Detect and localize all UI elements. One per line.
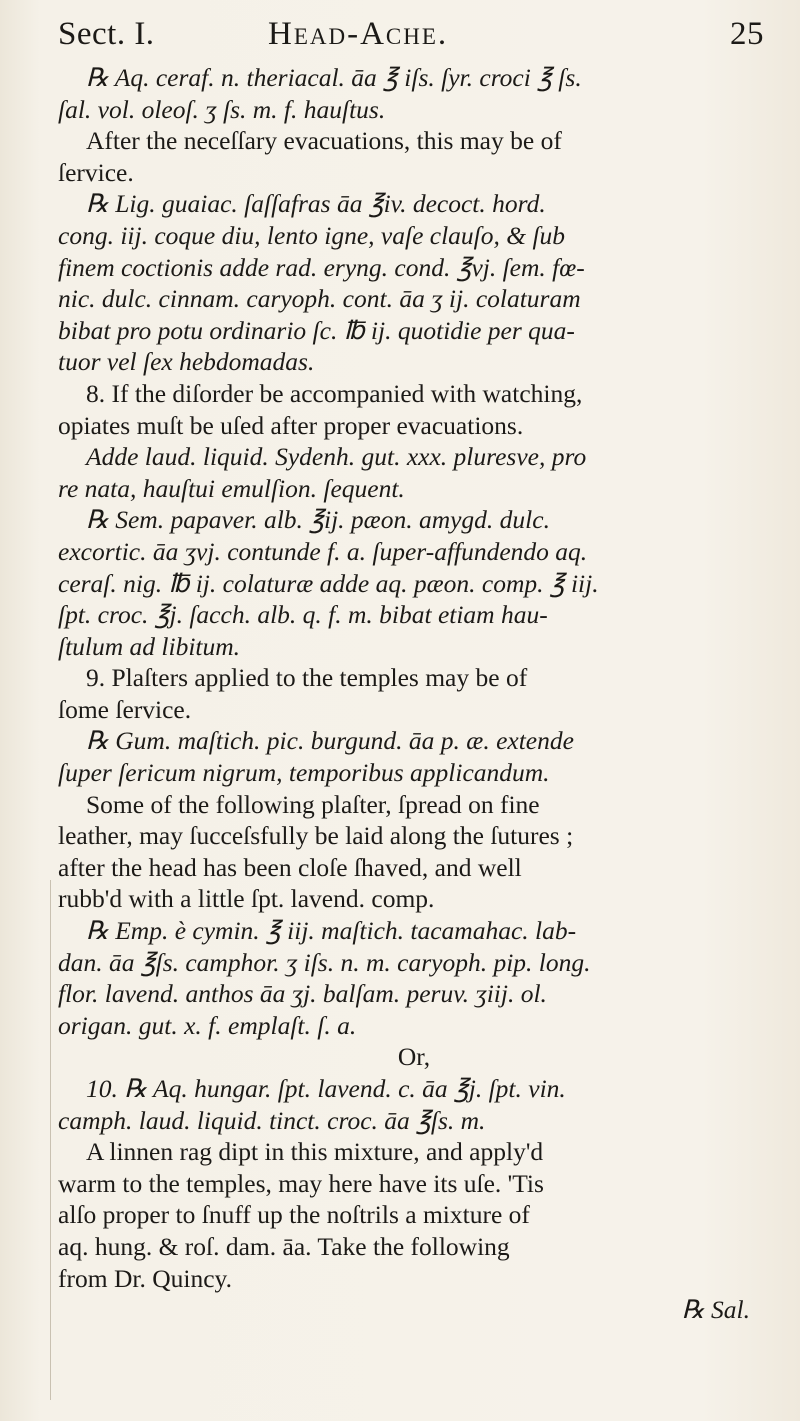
text-line: ſtulum ad libitum. — [58, 631, 241, 661]
running-title: Head-Ache. — [268, 16, 449, 52]
text-line: flor. lavend. anthos āa ʒj. balſam. peruv. ʒiij. ol. — [58, 979, 547, 1009]
text-line: ſervice. — [58, 157, 134, 187]
text-line: A linnen rag dipt in this mixture, and apply'd — [86, 1137, 544, 1167]
text-line: ſome ſervice. — [58, 694, 192, 724]
running-header — [58, 16, 764, 60]
text-line: tuor vel ſex hebdomadas. — [58, 347, 315, 377]
page-number: 25 — [730, 16, 764, 52]
text-line: ℞ Gum. maſtich. pic. burgund. āa p. æ. extende — [86, 726, 574, 756]
text-line: after the head has been cloſe ſhaved, and well — [58, 852, 522, 882]
text-line: cong. iij. coque diu, lento igne, vaſe clauſo, & ſub — [58, 220, 566, 250]
text-line: 8. If the diſorder be accompanied with watching, — [86, 378, 583, 408]
text-line: After the neceſſary evacuations, this may be of — [86, 126, 562, 156]
page-body — [58, 62, 770, 1326]
text-line: aq. hung. & roſ. dam. āa. Take the following — [58, 1231, 510, 1261]
text-line: opiates muſt be uſed after proper evacuations. — [58, 410, 524, 440]
text-line: nic. dulc. cinnam. caryoph. cont. āa ʒ ij. colaturam — [58, 284, 581, 314]
text-line: excortic. āa ʒvj. contunde f. a. ſuper-affundendo aq. — [58, 536, 588, 566]
page-edge-shadow — [50, 880, 51, 1400]
text-line: ℞ Sal. — [681, 1295, 750, 1325]
text-line: bibat pro potu ordinario ſc. ℔ ij. quotidie per qua- — [58, 315, 575, 345]
text-line: ſuper ſericum nigrum, temporibus applicandum. — [58, 758, 550, 788]
text-line: Adde laud. liquid. Sydenh. gut. xxx. pluresve, pro — [86, 442, 587, 472]
text-line: camph. laud. liquid. tinct. croc. āa ℥ſs. m. — [58, 1105, 486, 1135]
text-line: ℞ Emp. è cymin. ℥ iij. maſtich. tacamahac. lab- — [86, 916, 577, 946]
text-line: Some of the following plaſter, ſpread on fine — [86, 789, 540, 819]
text-line: ℞ Lig. guaiac. ſaſſafras āa ℥iv. decoct. hord. — [86, 189, 546, 219]
text-line: from Dr. Quincy. — [58, 1263, 232, 1293]
text-line: 9. Plaſters applied to the temples may be of — [86, 663, 528, 693]
text-line: Or, — [397, 1042, 431, 1072]
text-line: alſo proper to ſnuff up the noſtrils a mixture of — [58, 1200, 530, 1230]
text-line: ℞ Sem. papaver. alb. ℥ij. pæon. amygd. dulc. — [86, 505, 550, 535]
text-line: ceraſ. nig. ℔ ij. colaturæ adde aq. pæon. comp. ℥ iij. — [58, 568, 599, 598]
text-line: dan. āa ℥ſs. camphor. ʒ iſs. n. m. caryoph. pip. long. — [58, 947, 591, 977]
section-label: Sect. I. — [58, 16, 155, 52]
text-line: rubb'd with a little ſpt. lavend. comp. — [58, 884, 435, 914]
text-line: ℞ Aq. ceraf. n. theriacal. āa ℥ iſs. ſyr. croci ℥ ſs. — [86, 63, 582, 92]
text-line: warm to the temples, may here have its uſe. 'Tis — [58, 1168, 544, 1198]
text-line: re nata, hauſtui emulſion. ſequent. — [58, 473, 405, 503]
text-line: finem coctionis adde rad. eryng. cond. ℥vj. ſem. fœ- — [58, 252, 585, 282]
text-line: ſal. vol. oleoſ. ʒ ſs. m. f. hauſtus. — [58, 94, 386, 124]
text-line: origan. gut. x. f. emplaſt. ſ. a. — [58, 1010, 357, 1040]
text-line: 10. ℞ Aq. hungar. ſpt. lavend. c. āa ℥j. ſpt. vin. — [86, 1074, 566, 1103]
text-line: leather, may ſucceſsfully be laid along the ſutures ; — [58, 821, 574, 851]
text-line: ſpt. croc. ℥j. ſacch. alb. q. f. m. bibat etiam hau- — [58, 600, 548, 630]
